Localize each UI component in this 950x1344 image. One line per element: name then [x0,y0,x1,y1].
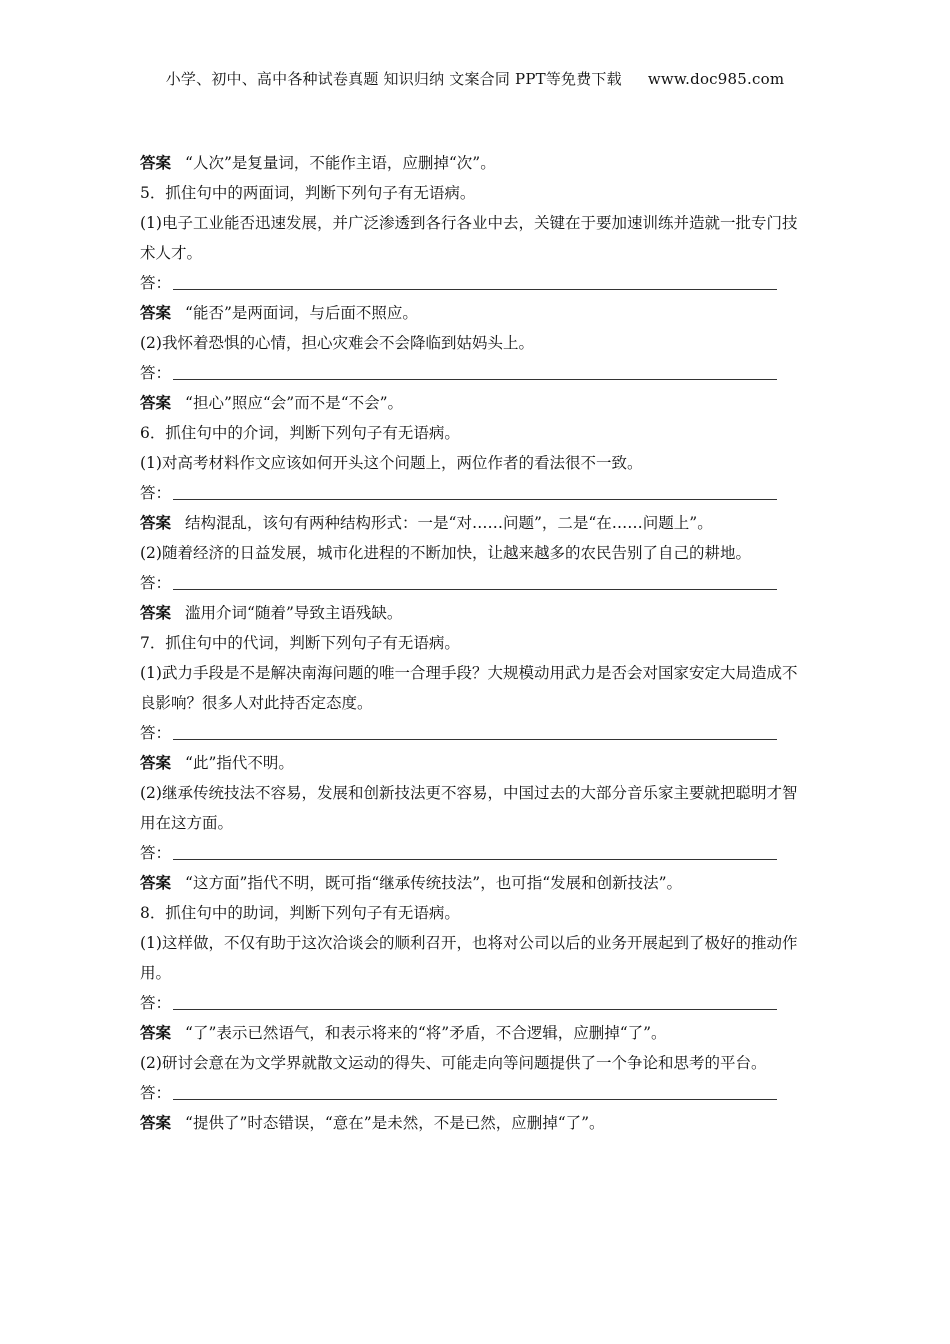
answer-label: 答案 [140,753,172,772]
answer-text: “能否”是两面词，与后面不照应。 [185,304,418,322]
answer-prefix: 答： [140,724,172,742]
answer-line [140,868,812,898]
answer-text: “担心”照应“会”而不是“不会”。 [185,394,404,412]
document-body [140,148,812,1138]
answer-line [140,1108,812,1138]
answer-prefix: 答： [140,484,172,502]
answer-label: 答案 [140,1113,172,1132]
answer-blank-line[interactable] [173,858,777,860]
answer-field[interactable] [140,568,812,598]
header-url: www.doc985.com [647,70,785,88]
answer-blank-line[interactable] [173,588,777,590]
answer-label: 答案 [140,513,172,532]
question-heading: 8．抓住句中的助词，判断下列句子有无语病。 [140,904,460,922]
answer-text: “了”表示已然语气，和表示将来的“将”矛盾，不合逻辑，应删掉“了”。 [185,1024,667,1042]
answer-text: 结构混乱，该句有两种结构形式：一是“对……问题”，二是“在……问题上”。 [185,514,713,532]
answer-field[interactable] [140,838,812,868]
answer-text: “这方面”指代不明，既可指“继承传统技法”，也可指“发展和创新技法”。 [185,874,683,892]
question-sentence: (2)我怀着恐惧的心情，担心灾难会不会降临到姑妈头上。 [140,334,534,352]
answer-line [140,748,812,778]
answer-blank-line[interactable] [173,378,777,380]
answer-blank-line[interactable] [173,1008,777,1010]
question-sentence: (2)随着经济的日益发展，城市化进程的不断加快，让越来越多的农民告别了自己的耕地。 [140,544,751,562]
answer-field[interactable] [140,268,812,298]
answer-blank-line[interactable] [173,1098,777,1100]
answer-field[interactable] [140,1078,812,1108]
question-heading: 6．抓住句中的介词，判断下列句子有无语病。 [140,424,460,442]
page-header [0,68,950,89]
answer-line [140,388,812,418]
answer-line [140,148,812,178]
answer-blank-line[interactable] [173,498,777,500]
answer-blank-line[interactable] [173,738,777,740]
header-text: 小学、初中、高中各种试卷真题 知识归纳 文案合同 PPT等免费下载 [165,70,622,88]
answer-line [140,508,812,538]
answer-blank-line[interactable] [173,288,777,290]
answer-label: 答案 [140,603,172,622]
answer-prefix: 答： [140,1084,172,1102]
answer-label: 答案 [140,873,172,892]
question-sentence: (2)继承传统技法不容易，发展和创新技法更不容易，中国过去的大部分音乐家主要就把聪明才智用在这方面。 [140,784,798,832]
question-sentence: (1)电子工业能否迅速发展，并广泛渗透到各行各业中去，关键在于要加速训练并造就一批专门技术人才。 [140,214,798,262]
answer-text: 滥用介词“随着”导致主语残缺。 [185,604,403,622]
question-heading: 5．抓住句中的两面词，判断下列句子有无语病。 [140,184,476,202]
question-sentence: (1)这样做，不仅有助于这次洽谈会的顺利召开，也将对公司以后的业务开展起到了极好的推动作用。 [140,934,798,982]
answer-line [140,1018,812,1048]
answer-label: 答案 [140,153,172,172]
answer-text: “人次”是复量词，不能作主语，应删掉“次”。 [185,154,496,172]
answer-prefix: 答： [140,364,172,382]
question-sentence: (1)武力手段是不是解决南海问题的唯一合理手段？大规模动用武力是否会对国家安定大局造成不良影响？很多人对此持否定态度。 [140,664,798,712]
answer-field[interactable] [140,358,812,388]
question-sentence: (1)对高考材料作文应该如何开头这个问题上，两位作者的看法很不一致。 [140,454,643,472]
answer-label: 答案 [140,393,172,412]
answer-prefix: 答： [140,574,172,592]
answer-text: “此”指代不明。 [185,754,294,772]
answer-label: 答案 [140,303,172,322]
answer-prefix: 答： [140,994,172,1012]
answer-field[interactable] [140,718,812,748]
answer-text: “提供了”时态错误，“意在”是未然，不是已然，应删掉“了”。 [185,1114,605,1132]
question-heading: 7．抓住句中的代词，判断下列句子有无语病。 [140,634,460,652]
answer-line [140,598,812,628]
answer-field[interactable] [140,478,812,508]
answer-label: 答案 [140,1023,172,1042]
answer-line [140,298,812,328]
answer-prefix: 答： [140,274,172,292]
question-sentence: (2)研讨会意在为文学界就散文运动的得失、可能走向等问题提供了一个争论和思考的平台。 [140,1054,767,1072]
answer-field[interactable] [140,988,812,1018]
answer-prefix: 答： [140,844,172,862]
